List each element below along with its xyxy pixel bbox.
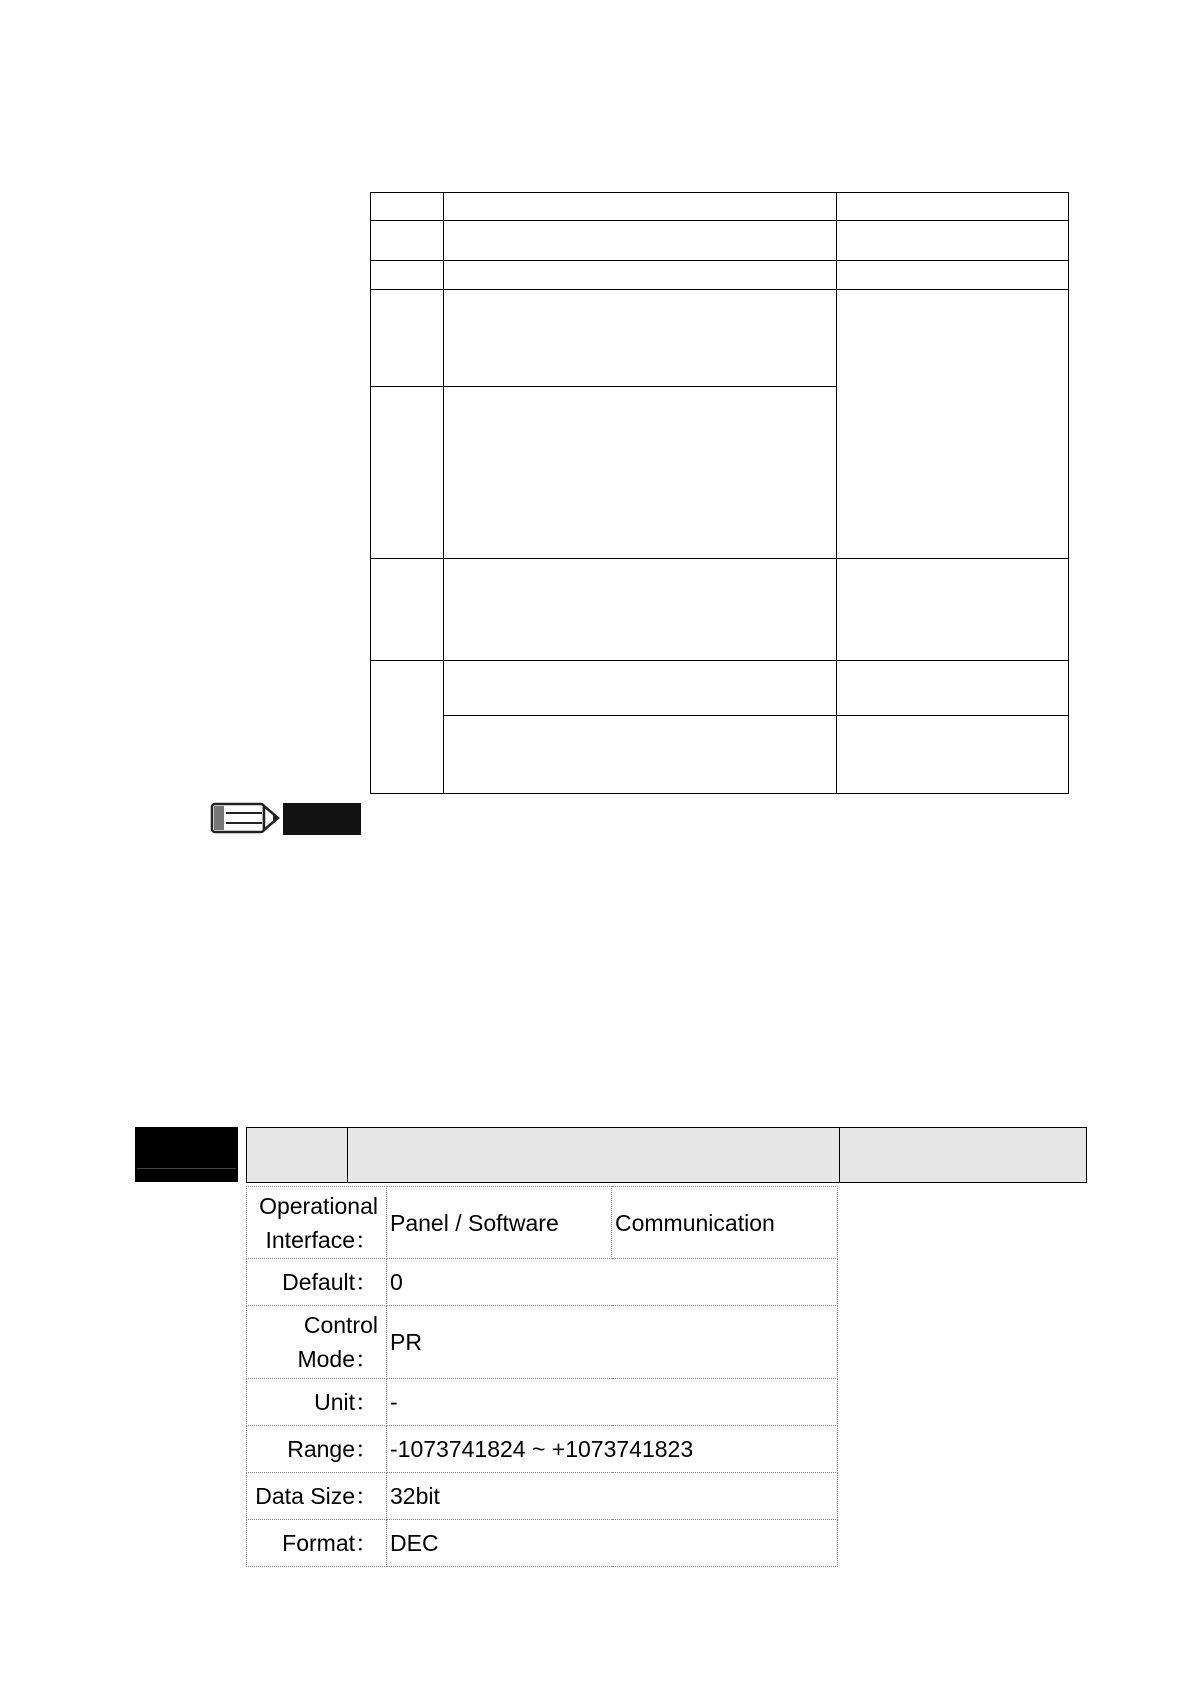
table-border <box>370 660 1069 661</box>
format-label: Format： <box>247 1520 387 1567</box>
table-row <box>247 1473 838 1520</box>
table-row <box>247 1426 838 1473</box>
table-border <box>370 558 1069 559</box>
parameter-properties-table <box>246 1186 838 1567</box>
operational-interface-value-communication: Communication <box>612 1187 838 1259</box>
unit-value: - <box>387 1379 838 1426</box>
parameter-reference-cell <box>839 1127 1087 1183</box>
format-value: DEC <box>387 1520 838 1567</box>
operational-interface-value-panel: Panel / Software <box>387 1187 612 1259</box>
table-border <box>443 192 444 793</box>
range-label: Range： <box>247 1426 387 1473</box>
range-value: -1073741824 ~ +1073741823 <box>387 1426 838 1473</box>
unit-label: Unit： <box>247 1379 387 1426</box>
table-border <box>370 793 1069 794</box>
table-row <box>247 1187 838 1259</box>
table-border <box>370 220 1069 221</box>
table-row <box>247 1379 838 1426</box>
table-row <box>247 1306 838 1379</box>
pencil-note-icon <box>210 801 282 835</box>
table-border <box>370 192 371 793</box>
table-row <box>247 1520 838 1567</box>
control-mode-label: Control Mode： <box>247 1306 387 1379</box>
table-border <box>370 386 837 387</box>
control-mode-value: PR <box>387 1306 838 1379</box>
table-border <box>836 192 837 793</box>
parameter-code-block <box>135 1127 238 1182</box>
operational-interface-label: Operational Interface： <box>247 1187 387 1259</box>
data-size-label: Data Size： <box>247 1473 387 1520</box>
table-border <box>370 260 1069 261</box>
default-label: Default： <box>247 1259 387 1306</box>
table-border <box>1068 192 1069 793</box>
parameter-address-cell <box>246 1127 349 1183</box>
data-size-value: 32bit <box>387 1473 838 1520</box>
table-border <box>370 289 1069 290</box>
table-row <box>247 1259 838 1306</box>
parameter-name-cell <box>347 1127 841 1183</box>
note-tag <box>283 803 361 835</box>
table-border <box>370 192 1069 193</box>
default-value: 0 <box>387 1259 838 1306</box>
table-border <box>443 715 1069 716</box>
